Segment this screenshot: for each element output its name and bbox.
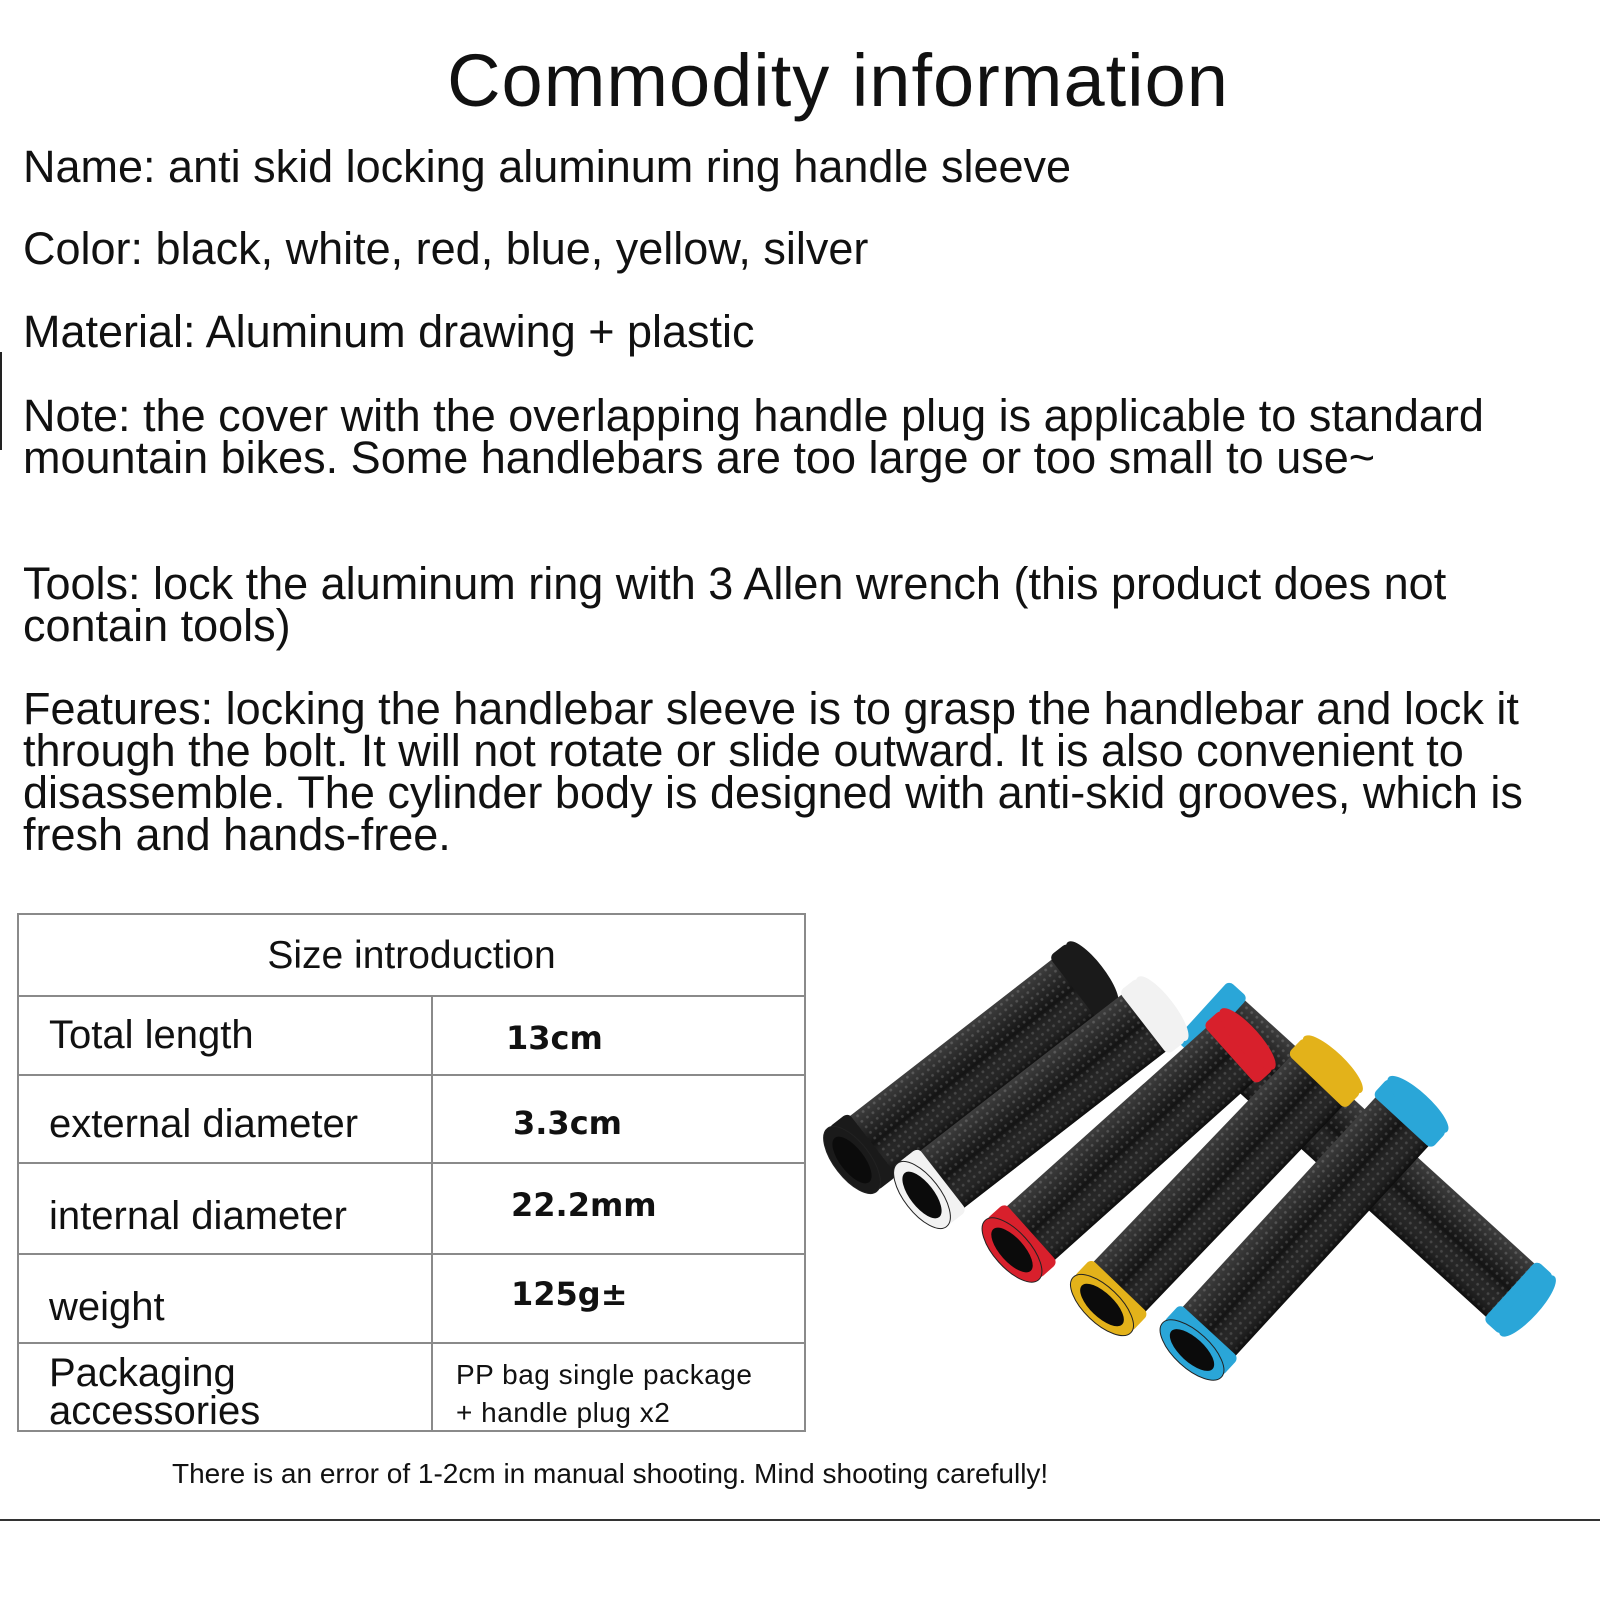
- spec-note: Note: the cover with the overlapping handle plug is applicable to standard mountain bikes. Some handlebars are too large or too small to use~: [23, 390, 1484, 483]
- table-row: [19, 997, 804, 1076]
- row-label: Total length: [49, 1013, 254, 1057]
- disclaimer-text: There is an error of 1-2cm in manual shooting. Mind shooting carefully!: [172, 1458, 1049, 1489]
- spec-name: Name: anti skid locking aluminum ring handle sleeve: [23, 141, 1072, 192]
- left-edge-mark: [0, 352, 2, 450]
- row-label: weight: [49, 1285, 165, 1329]
- spec-features: Features: locking the handlebar sleeve is to grasp the handlebar and lock it through the bolt. It will not rotate or slide outward. It is also convenient to disassemble. The cylinder body is designed with anti-skid grooves, which is fresh and hands-free.: [23, 683, 1523, 860]
- spec-color: Color: black, white, red, blue, yellow, silver: [23, 223, 869, 274]
- row-value: 125g±: [511, 1275, 628, 1313]
- row-label: Packaging accessories: [49, 1351, 261, 1433]
- row-value: 3.3cm: [513, 1104, 622, 1142]
- bottom-divider: [0, 1519, 1600, 1521]
- product-photo: [812, 910, 1600, 1410]
- size-table: [17, 913, 806, 1432]
- row-label: external diameter: [49, 1102, 359, 1146]
- spec-tools: Tools: lock the aluminum ring with 3 Allen wrench (this product does not contain tools): [23, 558, 1447, 651]
- row-value: 22.2mm: [511, 1186, 657, 1224]
- page-title: Commodity information: [447, 39, 1229, 122]
- table-row: [19, 1076, 804, 1164]
- row-value: 13cm: [506, 1019, 603, 1057]
- table-row: [19, 1255, 804, 1344]
- row-value: PP bag single package + handle plug x2: [456, 1359, 753, 1428]
- table-row: [19, 1344, 804, 1433]
- spec-material: Material: Aluminum drawing + plastic: [23, 306, 755, 357]
- size-table-title: Size introduction: [19, 915, 804, 997]
- table-row: [19, 1164, 804, 1255]
- row-label: internal diameter: [49, 1194, 347, 1238]
